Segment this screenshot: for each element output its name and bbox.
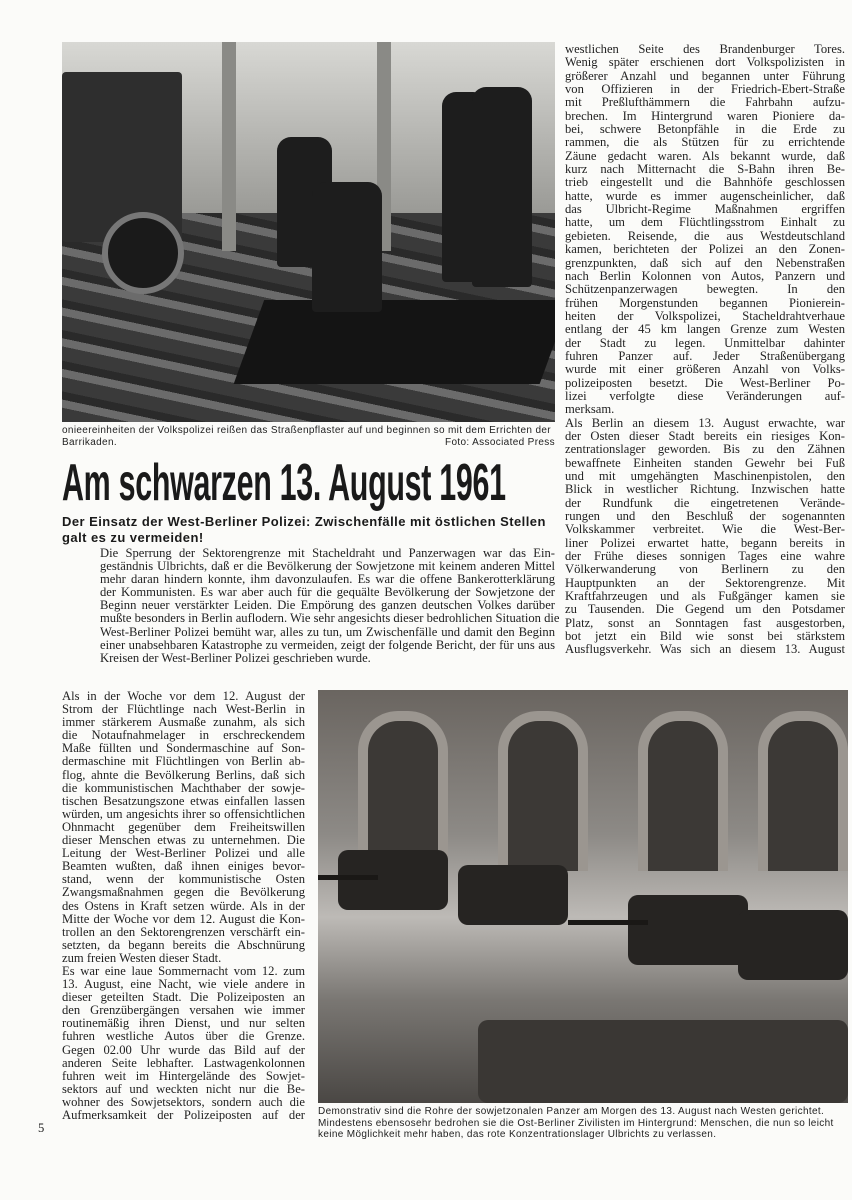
text-line: sektors auf und weckten nicht nur die Be- bbox=[62, 1081, 305, 1096]
text-line: Gegen 02.00 Uhr wurde das Bild auf der bbox=[62, 1042, 305, 1057]
paragraph bbox=[100, 546, 560, 665]
text-line: Blick in westlicher Richtung. Inzwischen hatte bbox=[565, 482, 845, 497]
text-line: dieser Menschen etwas zu unternehmen. Die bbox=[62, 833, 305, 848]
text-line: wurde mit einer größeren Anzahl von Volks- bbox=[565, 362, 845, 377]
text-line: zentrationslager geworden. Bis zu den Zähnen bbox=[565, 442, 845, 457]
text-line: frühen Morgenstunden begannen Pionierein- bbox=[565, 295, 845, 310]
photo-arch bbox=[358, 711, 448, 871]
text-line: einer unabsehbaren Katastrophe zu vermeiden, zeigt der folgende Bericht, der für uns aus bbox=[100, 637, 555, 652]
text-line: Beginn neuer verstärkter Leiden. Die Empörung des ganzen deutschen Volkes darüber bbox=[100, 598, 555, 613]
text-line: trollen an den Sektorengrenzen verschärft ein- bbox=[62, 924, 305, 939]
text-line: Die Sperrung der Sektorengrenze mit Stacheldraht und Panzerwagen war das Ein- bbox=[100, 546, 555, 560]
text-line: Als in der Woche vor dem 12. August der bbox=[62, 689, 305, 703]
text-line: Ohnmacht gegenüber dem Freiheitswillen bbox=[62, 819, 305, 834]
headline: Am schwarzen 13. August 1961 bbox=[62, 454, 506, 512]
text-line: fuhren weit im Hintergelände des Sowjet- bbox=[62, 1068, 305, 1083]
text-line: kurz nach Mitternacht die S-Bahn ihren Be- bbox=[565, 162, 845, 177]
text-line: mußte besonders in Berlin auflodern. Wie sehr angesichts dieser bedrohlichen Situation die bbox=[100, 611, 560, 626]
text-line: tischen Besatzungszone etwas einfallen lassen bbox=[62, 793, 305, 808]
text-line: den Grenzübergängen versahen wie immer bbox=[62, 1003, 305, 1018]
photo-barrel bbox=[568, 920, 648, 925]
text-line: mehr daran hindern konnte, ihm davonzulaufen. Es war die offene Bankerotterklärung bbox=[100, 572, 555, 587]
text-line: mit Preßlufthämmern die Fahrbahn aufzu- bbox=[565, 95, 845, 110]
photo-tank bbox=[738, 910, 848, 980]
text-line: Kraftfahrzeugen und als Fußgänger kamen sie bbox=[565, 589, 845, 604]
text-line: Als Berlin an diesem 13. August erwachte, war bbox=[565, 415, 845, 430]
text-line: nach Berlin Kolonnen von Autos, Panzern und bbox=[565, 268, 845, 283]
text-line: die Notaufnahmelager in erschreckendem bbox=[62, 728, 305, 743]
text-line: setzten, da begann bereits die Abschnürung bbox=[62, 937, 305, 952]
text-line: der Stadt zu legen. Unmittelbar dahinter bbox=[565, 335, 845, 350]
text-line: Beamten wußten, daß ihnen einiges bevor- bbox=[62, 859, 305, 874]
text-line: Hauptpunkten an der Sektorengrenze. Mit bbox=[565, 575, 845, 590]
paragraph bbox=[62, 690, 305, 965]
text-line: grenzpunkten, daß sich auf den Nebenstraßen bbox=[565, 255, 845, 270]
text-line: geständnis Ulbrichts, daß er die Bevölkerung der Sowjetzone mit keinem anderen Mittel bbox=[100, 559, 555, 574]
photo-tank bbox=[628, 895, 748, 965]
text-line: Aufmerksamkeit der Polizeiposten auf der bbox=[62, 1108, 305, 1122]
photo-trench bbox=[234, 300, 555, 384]
text-line: rungen und den Beschluß der sogenannten bbox=[565, 509, 845, 524]
text-line: Kreisen der West-Berliner Polizei geschrieben wurde. bbox=[100, 650, 371, 665]
text-line: flog, ahnte die Bevölkerung Berlins, daß sich bbox=[62, 767, 305, 782]
text-line: Zäune gedacht waren. Als bekannt wurde, daß bbox=[565, 148, 845, 163]
photo-wheel bbox=[102, 212, 184, 294]
text-line: brechen. Im Hintergrund waren Pioniere da- bbox=[565, 108, 845, 123]
text-line: merksam. bbox=[565, 402, 615, 417]
text-line: routinemäßig ihren Dienst, und nur selten bbox=[62, 1016, 305, 1031]
text-line: gebieten. Reisende, die aus Westdeutschland bbox=[565, 228, 845, 243]
photo-arch bbox=[498, 711, 588, 871]
photo-caption: Demonstrativ sind die Rohre der sowjetzonalen Panzer am Morgen des 13. August nach Westen gerichtet. Mindestens ebensosehr bedrohen sie die Ost-Berliner Zivilisten im Hintergrund: Menschen, die nun so leicht keine Möglichkeit mehr haben, das rote Konzentrationslager Ulbrichts zu verlassen. bbox=[318, 1106, 834, 1140]
text-line: Maße füllten und Sondermaschine auf Son- bbox=[62, 741, 305, 756]
paragraph bbox=[62, 965, 305, 1122]
text-line: kamen, berichteten der Polizei an den Zonen- bbox=[565, 242, 845, 257]
text-line: stand, wenn der kommunistische Osten bbox=[62, 872, 305, 887]
photo-figure bbox=[312, 182, 382, 312]
text-line: bewaffnete Einheiten standen Gewehr bei Fuß bbox=[565, 455, 845, 470]
text-line: Es war eine laue Sommernacht vom 12. zum bbox=[62, 963, 305, 978]
text-line: der Frühe dieses sonnigen Tages eine wahre bbox=[565, 549, 845, 564]
photo-credit: Foto: Associated Press bbox=[445, 436, 555, 448]
text-line: westlichen Seite des Brandenburger Tores. bbox=[565, 42, 845, 56]
text-line: bei, schwere Betonpfähle in die Erde zu bbox=[565, 122, 845, 137]
photo-police-tearing-up-pavement bbox=[62, 42, 555, 422]
intro-paragraph bbox=[100, 546, 560, 665]
photo-figure bbox=[472, 87, 532, 287]
text-line: Schützenpanzerwagen bewegten. In den bbox=[565, 282, 845, 297]
text-line: das Ulbricht-Regime Maßnahmen ergriffen bbox=[565, 202, 845, 217]
text-line: dermaschine mit Flüchtlingen von Berlin ab- bbox=[62, 754, 305, 769]
text-line: zum freien Westen dieser Stadt. bbox=[62, 950, 222, 965]
photo-barrel bbox=[318, 875, 378, 880]
text-line: Völkerwanderung von Berlinern zu den bbox=[565, 562, 845, 577]
paragraph bbox=[565, 417, 845, 657]
photo-tank bbox=[338, 850, 448, 910]
text-line: 13. August, eine Nacht, wie viele andere in bbox=[62, 977, 305, 992]
text-line: der Kommunisten. Es war aber auch für die gequälte Bevölkerung der Sowjetzone der bbox=[100, 585, 555, 600]
text-line: Volkskammer verbreitet. Wie die West-Ber- bbox=[565, 522, 845, 537]
paragraph bbox=[565, 43, 845, 417]
text-line: größerer Anzahl und begannen unter Führung bbox=[565, 68, 845, 83]
text-line: Ausflugsverkehr. Was sich an diesem 13. August bbox=[565, 642, 845, 657]
text-line: lizei verfolgte diese Veränderungen auf- bbox=[565, 388, 845, 403]
text-line: Leitung der West-Berliner Polizei und alle bbox=[62, 846, 305, 861]
subheadline: Der Einsatz der West-Berliner Polizei: Zwischenfälle mit östlichen Stellen galt es zu vermeiden! bbox=[62, 514, 546, 545]
text-line: Zwangsmaßnahmen gegen die Bevölkerung bbox=[62, 885, 305, 900]
text-line: heiten der Volkspolizei, Stacheldrahtverhaue bbox=[565, 308, 845, 323]
text-line: Strom der Flüchtlinge nach West-Berlin in bbox=[62, 702, 305, 717]
text-line: hatte, um dem Flüchtlingsstrom Einhalt zu bbox=[565, 215, 845, 230]
text-line: West-Berliner Polizei bemüht war, alles zu tun, um Zwischenfälle und damit den Beginn bbox=[100, 624, 555, 639]
text-line: der Rundfunk die eingetretenen Verände- bbox=[565, 495, 845, 510]
text-line: dieser geteilten Stadt. Die Polizeiposten an bbox=[62, 990, 305, 1005]
text-line: würden, um angesichts ihrer so offensichtlichen bbox=[62, 806, 305, 821]
text-line: immer stärkerem Ausmaße zunahm, als sich bbox=[62, 715, 305, 730]
text-line: rammen, die als Stützen für zu errichtende bbox=[565, 135, 845, 150]
photo-caption bbox=[62, 425, 555, 448]
text-line: fuhren westliche Autos über die Grenze. bbox=[62, 1029, 305, 1044]
text-line: hatte, wurde es immer augenscheinlicher, daß bbox=[565, 188, 845, 203]
photo-arch bbox=[638, 711, 728, 871]
text-line: polizeiposten besetzt. Die West-Berliner Po- bbox=[565, 375, 845, 390]
photo-arch bbox=[758, 711, 848, 871]
text-line: Wenig später erschienen dort Volkspolizisten in bbox=[565, 55, 845, 70]
photo-soviet-tanks bbox=[318, 690, 848, 1103]
right-text-column bbox=[565, 43, 845, 657]
text-line: und mit umgehängten Maschinenpistolen, den bbox=[565, 469, 845, 483]
text-line: bot jetzt ein Bild wie sonst bei stärkstem bbox=[565, 629, 845, 644]
text-line: wohner des Sowjetsektors, sondern auch die bbox=[62, 1094, 305, 1109]
photo-tank bbox=[458, 865, 568, 925]
text-line: Platz, sonst an Sonntagen fast ausgestorben, bbox=[565, 615, 845, 630]
text-line: trieb eingestellt und die Bahnhöfe geschlossen bbox=[565, 175, 845, 190]
left-text-column bbox=[62, 690, 305, 1122]
caption-text: onieereinheiten der Volkspolizei reißen das Straßenpflaster auf und beginnen so mit dem Errichten der Barrikaden. bbox=[62, 425, 551, 448]
text-line: der Osten dieser Stadt bereits ein riesiges Kon- bbox=[565, 428, 845, 443]
photo-foreground bbox=[478, 1020, 848, 1103]
text-line: fuhren Panzer auf. Jeder Straßenübergang bbox=[565, 348, 845, 363]
text-line: die kommunistischen Machthaber der sowje- bbox=[62, 780, 305, 795]
text-line: entlang der 45 km langen Grenze zum Westen bbox=[565, 322, 845, 337]
text-line: zu Tausenden. Die Gegend um den Potsdamer bbox=[565, 602, 845, 617]
page-number: 5 bbox=[38, 1121, 45, 1135]
text-line: von Offizieren in der Friedrich-Ebert-Straße bbox=[565, 82, 845, 97]
photo-pole bbox=[222, 42, 236, 251]
text-line: anderen Seite lebhafter. Lastwagenkolonnen bbox=[62, 1055, 305, 1070]
text-line: des Ostens in Kraft setzen würde. Als in der bbox=[62, 898, 305, 913]
text-line: liner Polizei erwartet hatte, begann bereits in bbox=[565, 535, 845, 550]
text-line: Mitte der Woche vor dem 12. August die Kon- bbox=[62, 911, 305, 926]
